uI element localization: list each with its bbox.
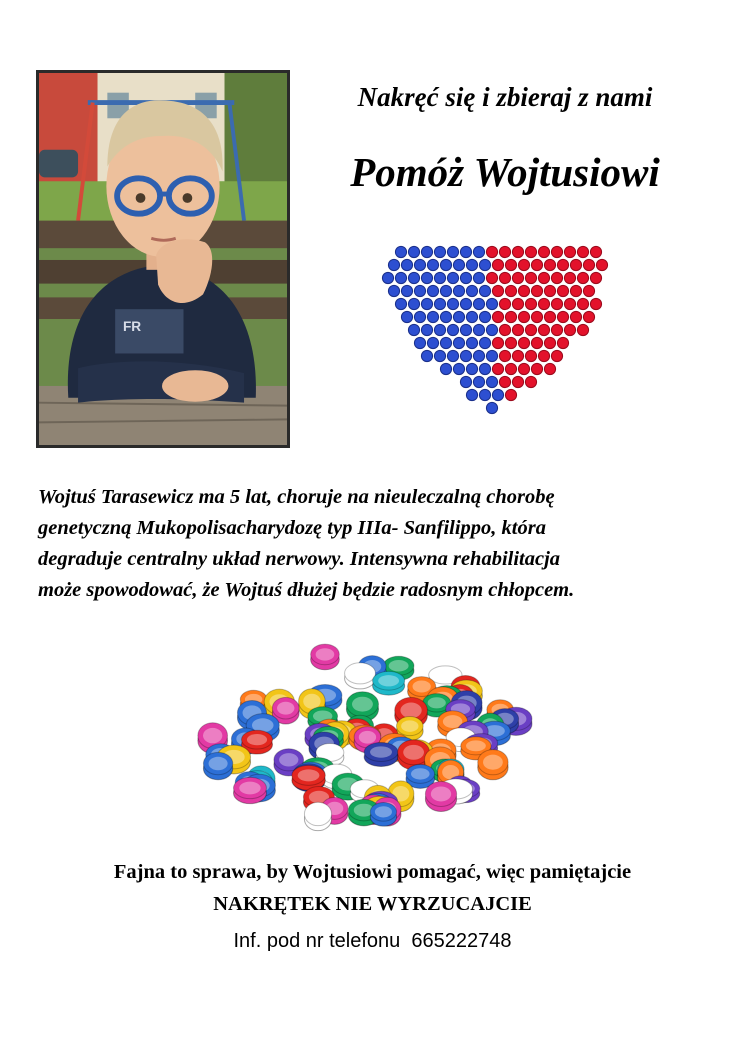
bottle-cap — [408, 298, 419, 309]
bottle-cap — [538, 272, 549, 283]
bottle-cap — [460, 350, 471, 361]
bottle-cap — [453, 363, 464, 374]
bottle-cap — [473, 272, 484, 283]
bottle-cap — [538, 350, 549, 361]
bottle-cap — [564, 298, 575, 309]
bottle-cap — [370, 803, 396, 827]
boy-photo-illustration — [39, 73, 287, 445]
bottle-caps-pile-illustration — [185, 630, 545, 845]
bottle-cap — [492, 337, 503, 348]
bottle-cap — [479, 311, 490, 322]
bottle-cap — [590, 272, 601, 283]
bottle-cap — [557, 337, 568, 348]
boy-photo — [36, 70, 290, 448]
bottle-cap — [564, 324, 575, 335]
bottle-cap — [311, 644, 340, 670]
bottle-cap — [551, 246, 562, 257]
bottle-cap — [466, 285, 477, 296]
bottle-cap — [551, 350, 562, 361]
bottle-cap — [453, 285, 464, 296]
bottle-cap — [486, 298, 497, 309]
bottle-cap — [492, 259, 503, 270]
bottle-cap — [395, 272, 406, 283]
bottle-cap — [577, 324, 588, 335]
bottle-cap — [544, 285, 555, 296]
bottle-cap — [421, 272, 432, 283]
bottle-cap — [583, 311, 594, 322]
rhyme-text — [0, 856, 745, 920]
bottle-cap — [421, 246, 432, 257]
bottle-cap — [233, 777, 266, 803]
bottle-cap — [486, 350, 497, 361]
bottle-cap — [505, 337, 516, 348]
bottle-cap — [447, 272, 458, 283]
bottle-cap — [596, 259, 607, 270]
bottle-caps-heart-illustration — [380, 240, 610, 440]
bottle-cap — [518, 285, 529, 296]
story-text — [38, 482, 718, 606]
bottle-cap — [304, 802, 331, 830]
bottle-cap — [570, 285, 581, 296]
story-line: może spowodować, że Wojtuś dłużej będzie radosnym chłopcem. — [38, 579, 575, 601]
bottle-cap — [551, 324, 562, 335]
bottle-cap — [531, 311, 542, 322]
bottle-cap — [460, 272, 471, 283]
bottle-cap — [486, 376, 497, 387]
bottle-cap — [512, 272, 523, 283]
bottle-cap — [492, 389, 503, 400]
bottle-cap — [453, 259, 464, 270]
bottle-cap — [505, 363, 516, 374]
bottle-cap — [518, 337, 529, 348]
bottle-cap — [440, 337, 451, 348]
bottle-cap — [401, 259, 412, 270]
bottle-cap — [518, 363, 529, 374]
bottle-cap — [525, 350, 536, 361]
bottle-cap — [434, 350, 445, 361]
bottle-cap — [505, 311, 516, 322]
tagline: Nakręć się i zbieraj z nami — [357, 82, 653, 112]
bottle-cap — [473, 350, 484, 361]
bottle-cap — [590, 246, 601, 257]
bottle-cap — [466, 363, 477, 374]
bottle-cap — [466, 337, 477, 348]
bottle-cap — [577, 272, 588, 283]
bottle-cap — [531, 337, 542, 348]
bottle-cap — [577, 298, 588, 309]
bottle-cap — [544, 259, 555, 270]
bottle-cap — [518, 259, 529, 270]
headline: Pomóż Wojtusiowi — [350, 149, 660, 195]
bottle-caps-pile-image — [185, 630, 545, 845]
bottle-cap — [512, 324, 523, 335]
bottle-cap — [427, 337, 438, 348]
bottle-cap — [557, 259, 568, 270]
bottle-cap — [447, 324, 458, 335]
bottle-cap — [447, 298, 458, 309]
bottle-cap — [388, 259, 399, 270]
bottle-cap — [440, 285, 451, 296]
bottle-cap — [453, 337, 464, 348]
story-line: Wojtuś Tarasewicz ma 5 lat, choruje na nieuleczalną chorobę — [38, 486, 555, 508]
bottle-cap — [427, 311, 438, 322]
bottle-cap — [570, 259, 581, 270]
bottle-cap — [395, 246, 406, 257]
bottle-caps-heart-image — [380, 240, 610, 440]
bottle-cap — [486, 402, 497, 413]
bottle-cap — [434, 272, 445, 283]
bottle-cap — [373, 671, 405, 695]
bottle-cap — [414, 259, 425, 270]
bottle-cap — [499, 350, 510, 361]
bottle-cap — [505, 259, 516, 270]
bottle-cap — [486, 246, 497, 257]
bottle-cap — [512, 298, 523, 309]
bottle-cap — [479, 337, 490, 348]
bottle-cap — [525, 298, 536, 309]
svg-text:FR: FR — [122, 318, 142, 334]
bottle-cap — [577, 246, 588, 257]
bottle-cap — [505, 389, 516, 400]
bottle-cap — [388, 285, 399, 296]
bottle-cap — [583, 285, 594, 296]
bottle-cap — [531, 259, 542, 270]
contact-label: Inf. pod nr telefonu — [233, 930, 401, 952]
bottle-cap — [414, 337, 425, 348]
bottle-cap — [203, 752, 232, 779]
bottle-cap — [590, 298, 601, 309]
bottle-cap — [434, 324, 445, 335]
bottle-cap — [440, 363, 451, 374]
phone-number: 665222748 — [411, 930, 512, 952]
bottle-cap — [401, 285, 412, 296]
bottle-cap — [505, 285, 516, 296]
bottle-cap — [427, 285, 438, 296]
bottle-cap — [525, 272, 536, 283]
bottle-cap — [414, 285, 425, 296]
bottle-cap — [382, 272, 393, 283]
bottle-cap — [583, 259, 594, 270]
bottle-cap — [544, 363, 555, 374]
rhyme-line-caps: NAKRĘTEK NIE WYRZUCAJCIE — [213, 893, 532, 915]
bottle-cap — [544, 311, 555, 322]
bottle-cap — [512, 350, 523, 361]
bottle-cap — [473, 298, 484, 309]
bottle-cap — [525, 324, 536, 335]
bottle-cap — [434, 246, 445, 257]
bottle-cap — [440, 311, 451, 322]
bottle-cap — [564, 246, 575, 257]
bottle-cap — [473, 376, 484, 387]
bottle-cap — [492, 285, 503, 296]
bottle-cap — [460, 298, 471, 309]
bottle-cap — [479, 285, 490, 296]
bottle-cap — [479, 389, 490, 400]
bottle-cap — [427, 259, 438, 270]
bottle-cap — [557, 311, 568, 322]
bottle-cap — [486, 272, 497, 283]
bottle-cap — [478, 750, 508, 780]
bottle-cap — [557, 285, 568, 296]
bottle-cap — [538, 298, 549, 309]
bottle-cap — [421, 350, 432, 361]
bottle-cap — [525, 246, 536, 257]
bottle-cap — [466, 259, 477, 270]
story-line: degraduje centralny układ nerwowy. Intensywna rehabilitacja — [38, 548, 561, 570]
bottle-cap — [512, 376, 523, 387]
bottle-cap — [486, 324, 497, 335]
bottle-cap — [421, 324, 432, 335]
rhyme-line: Fajna to sprawa, by Wojtusiowi pomagać, więc pamiętajcie — [113, 861, 632, 883]
bottle-cap — [395, 298, 406, 309]
bottle-cap — [499, 246, 510, 257]
bottle-cap — [538, 246, 549, 257]
bottle-cap — [512, 246, 523, 257]
bottle-cap — [544, 337, 555, 348]
bottle-cap — [492, 311, 503, 322]
bottle-cap — [447, 350, 458, 361]
bottle-cap — [473, 324, 484, 335]
bottle-cap — [440, 259, 451, 270]
bottle-cap — [460, 324, 471, 335]
bottle-cap — [499, 298, 510, 309]
bottle-cap — [453, 311, 464, 322]
bottle-cap — [364, 743, 398, 767]
bottle-cap — [421, 298, 432, 309]
bottle-cap — [466, 311, 477, 322]
bottle-cap — [499, 272, 510, 283]
bottle-cap — [408, 272, 419, 283]
bottle-cap — [479, 363, 490, 374]
bottle-cap — [525, 376, 536, 387]
bottle-cap — [408, 246, 419, 257]
bottle-cap — [499, 376, 510, 387]
bottle-cap — [492, 363, 503, 374]
bottle-cap — [538, 324, 549, 335]
story-line: genetyczną Mukopolisacharydozę typ IIIa- Sanfilippo, która — [38, 517, 546, 539]
bottle-cap — [551, 272, 562, 283]
bottle-cap — [434, 298, 445, 309]
bottle-cap — [531, 363, 542, 374]
bottle-cap — [345, 663, 376, 689]
bottle-cap — [551, 298, 562, 309]
bottle-cap — [401, 311, 412, 322]
bottle-cap — [564, 272, 575, 283]
bottle-cap — [518, 311, 529, 322]
bottle-cap — [447, 246, 458, 257]
bottle-cap — [531, 285, 542, 296]
contact-info — [0, 930, 745, 953]
bottle-cap — [460, 376, 471, 387]
bottle-cap — [414, 311, 425, 322]
bottle-cap — [473, 246, 484, 257]
bottle-cap — [466, 389, 477, 400]
bottle-cap — [499, 324, 510, 335]
bottle-cap — [460, 246, 471, 257]
bottle-cap — [479, 259, 490, 270]
bottle-cap — [425, 781, 456, 811]
bottle-cap — [570, 311, 581, 322]
bottle-cap — [408, 324, 419, 335]
